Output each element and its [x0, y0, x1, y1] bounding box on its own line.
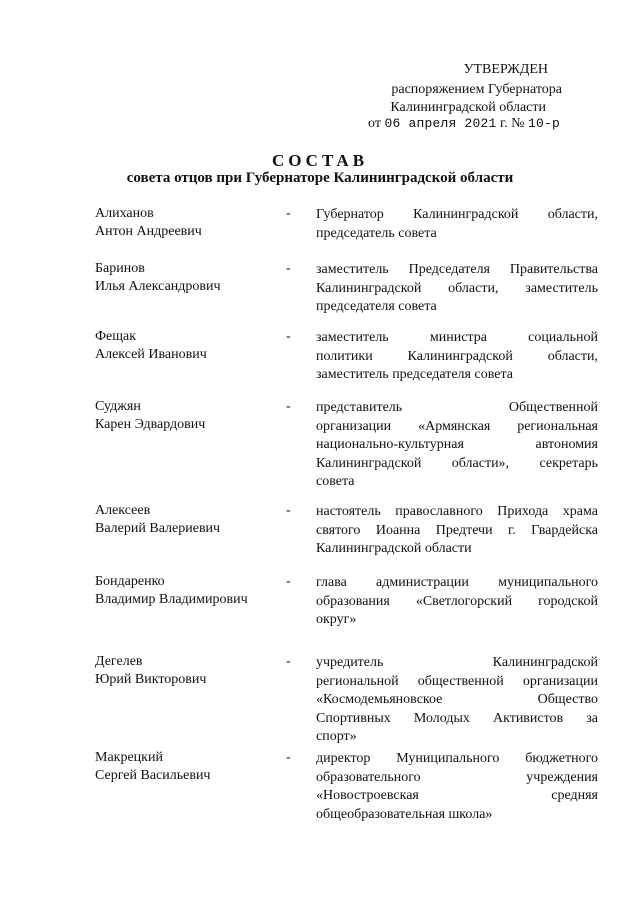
document-subtitle: совета отцов при Губернаторе Калининградской области [126, 170, 514, 186]
role-line: заместитель министра социальной [316, 330, 598, 345]
role-line: Калининградской области», секретарь [316, 455, 598, 471]
role-line: спорт» [316, 729, 357, 744]
member-role [316, 750, 598, 824]
member-role [316, 503, 598, 559]
role-line: «Новостроевская средняя [316, 788, 598, 803]
approval-date-line [368, 116, 560, 132]
member-dash: - [286, 574, 291, 589]
role-line: учредитель Калининградской [316, 655, 598, 670]
member-given-name: Карен Эдвардович [95, 417, 206, 432]
role-line: глава администрации муниципального [316, 575, 598, 590]
role-line: национально-культурная автономия [316, 437, 598, 452]
role-line: образовательного учреждения [316, 769, 598, 785]
member-dash: - [286, 750, 291, 765]
member-role [316, 206, 598, 243]
member-given-name: Валерий Валериевич [95, 521, 221, 536]
date-prefix: от [368, 116, 381, 131]
member-given-name: Илья Александрович [95, 279, 221, 294]
member-role [316, 574, 598, 630]
role-line: Калининградской области, заместитель [316, 280, 598, 296]
member-surname: Баринов [95, 261, 145, 276]
document-title: СОСТАВ [271, 151, 369, 170]
member-dash: - [286, 261, 291, 276]
role-line: Спортивных Молодых Активистов за [316, 710, 598, 726]
role-line: совета [316, 474, 355, 489]
role-line: директор Муниципального бюджетного [316, 751, 598, 766]
member-role [316, 654, 598, 747]
member-given-name: Юрий Викторович [95, 672, 207, 687]
role-line: «Космодемьяновское Общество [316, 692, 598, 707]
role-line: представитель Общественной [316, 400, 598, 415]
member-role [316, 399, 598, 492]
member-dash: - [286, 329, 291, 344]
role-line: Губернатор Калининградской области, [316, 207, 598, 222]
member-surname: Алиханов [95, 206, 154, 221]
approval-title: УТВЕРЖДЕН [463, 62, 548, 77]
member-given-name: Антон Андреевич [95, 224, 202, 239]
member-surname: Алексеев [95, 503, 151, 518]
order-number: 10-р [528, 116, 561, 131]
approval-region: Калининградской области [390, 100, 546, 115]
role-line: святого Иоанна Предтечи г. Гвардейска [316, 522, 598, 538]
member-surname: Фещак [95, 329, 137, 344]
role-line: председатель совета [316, 225, 437, 241]
member-surname: Суджян [95, 399, 141, 414]
approval-issuer: распоряжением Губернатора [391, 82, 562, 97]
member-role [316, 261, 598, 317]
member-dash: - [286, 654, 291, 669]
role-line: заместитель председателя совета [316, 367, 513, 382]
member-dash: - [286, 503, 291, 518]
role-line: политики Калининградской области, [316, 348, 598, 364]
role-line: председателя совета [316, 299, 437, 314]
member-surname: Макрецкий [95, 750, 163, 765]
role-line: образования «Светлогорский городской [316, 593, 598, 609]
role-line: организации «Армянская региональная [316, 418, 598, 434]
member-surname: Дегелев [95, 654, 143, 669]
role-line: заместитель Председателя Правительства [316, 262, 598, 277]
member-surname: Бондаренко [95, 574, 165, 589]
member-role [316, 329, 598, 385]
date-value: 06 апреля 2021 [384, 116, 497, 131]
member-dash: - [286, 399, 291, 414]
member-given-name: Алексей Иванович [95, 347, 207, 362]
member-given-name: Сергей Васильевич [95, 768, 211, 783]
role-line: округ» [316, 612, 357, 627]
role-line: Калининградской области [316, 541, 472, 556]
member-given-name: Владимир Владимирович [95, 592, 248, 607]
date-number-label: г. № [499, 116, 525, 131]
role-line: региональной общественной организации [316, 673, 598, 689]
member-dash: - [286, 206, 291, 221]
role-line: общеобразовательная школа» [316, 806, 493, 822]
role-line: настоятель православного Прихода храма [316, 504, 598, 519]
